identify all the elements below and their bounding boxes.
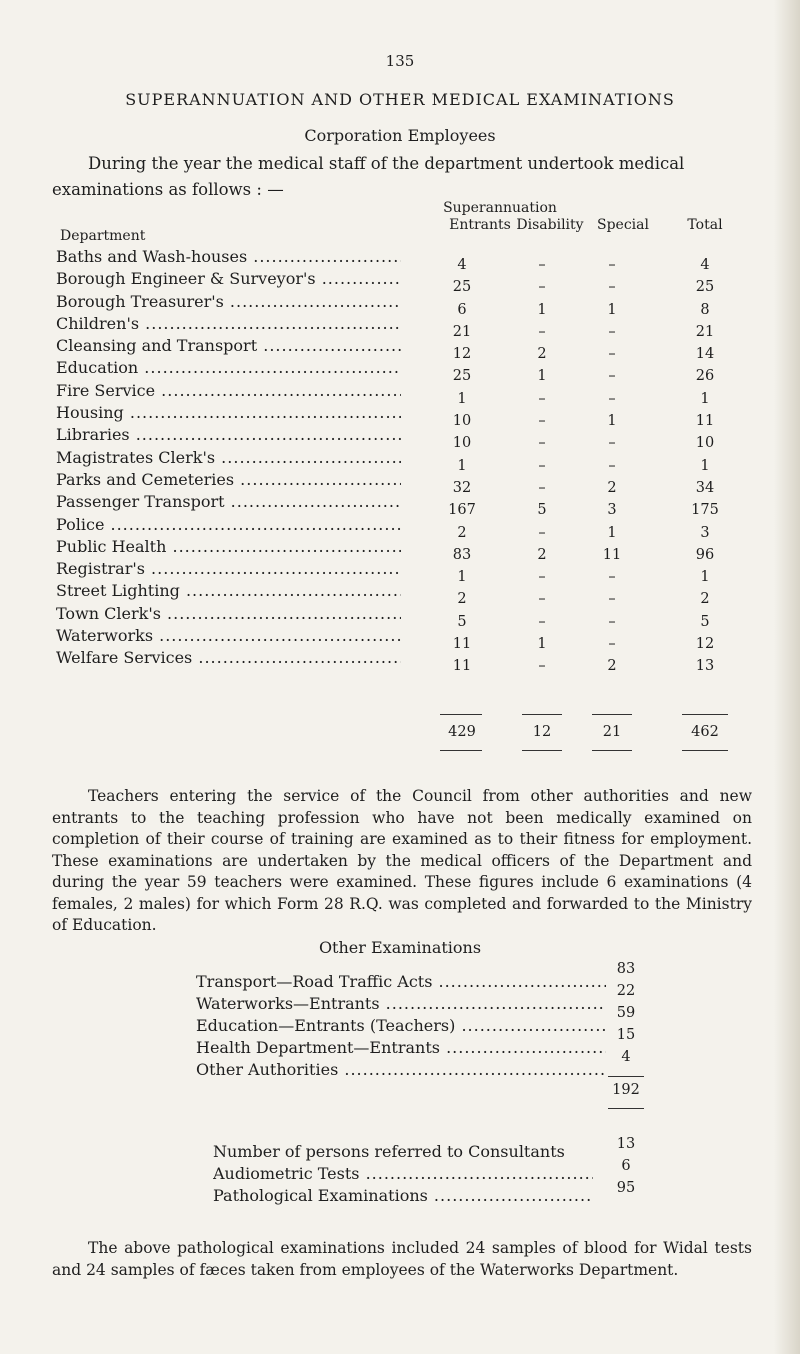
total-underline-total	[682, 750, 728, 751]
total-value: 14	[695, 346, 715, 363]
table-row	[0, 469, 800, 496]
other-exam-label: Transport—Road Traffic Acts .....	[196, 972, 606, 991]
department-name: Education .....	[56, 358, 401, 377]
list-item	[196, 1060, 596, 1082]
other-total-underline	[608, 1108, 644, 1109]
other-total-rule	[608, 1076, 644, 1077]
special-value: 1	[607, 524, 617, 541]
special-value: 11	[602, 546, 622, 563]
disability-value: 2	[537, 546, 547, 563]
disability-value: –	[538, 457, 546, 474]
total-value: 2	[700, 591, 710, 608]
table-row	[0, 291, 800, 318]
special-value: 2	[607, 658, 617, 675]
referral-value: 6	[621, 1158, 631, 1174]
special-value: –	[608, 390, 616, 407]
table-row	[0, 492, 800, 519]
other-examinations-title: Other Examinations	[318, 938, 482, 957]
superannuation-group-header: Superannuation	[443, 200, 557, 216]
total-rule-entrants	[440, 714, 482, 715]
table-row	[0, 313, 800, 340]
other-exam-label: Education—Entrants (Teachers) .....	[196, 1016, 606, 1035]
department-name: Libraries .....	[56, 425, 401, 444]
table-row	[0, 425, 800, 452]
disability-value: –	[538, 390, 546, 407]
teachers-paragraph-text: Teachers entering the service of the Council from other authorities and new entrants to the teaching profession who have not been medically examined on completion of their course of training are examined as to their fitness for employment. These examinations are undertaken by the medical officers of the Department and during the year 59 teachers were examined. These figures include 6 examinations (4 females, 2 males) for which Form 28 R.Q. was completed and forwarded to the Ministry of Education.	[52, 787, 752, 934]
referral-label: Pathological Examinations .....	[213, 1186, 593, 1205]
table-row	[0, 447, 800, 474]
referral-label: Number of persons referred to Consultants	[213, 1142, 565, 1161]
total-disability: 12	[532, 724, 552, 740]
special-value: 1	[607, 301, 617, 318]
total-underline-disability	[522, 750, 562, 751]
total-value: 175	[691, 502, 719, 519]
disability-value: 1	[537, 368, 547, 385]
special-value: 3	[607, 502, 617, 519]
special-value: –	[608, 613, 616, 630]
disability-value: –	[538, 658, 546, 675]
other-exam-label: Other Authorities .....	[196, 1060, 606, 1079]
entrants-value: 25	[452, 279, 472, 296]
header-entrants: Entrants	[449, 217, 511, 233]
page-edge-shadow	[774, 0, 800, 1354]
referral-label: Audiometric Tests .....	[213, 1164, 593, 1183]
list-item	[196, 1016, 596, 1038]
entrants-value: 10	[452, 413, 472, 430]
other-exam-value: 15	[616, 1027, 636, 1043]
department-name: Magistrates Clerk's .....	[56, 448, 401, 467]
special-value: –	[608, 435, 616, 452]
entrants-value: 10	[452, 435, 472, 452]
disability-value: –	[538, 524, 546, 541]
entrants-value: 2	[457, 524, 467, 541]
total-value: 10	[695, 435, 715, 452]
special-value: –	[608, 457, 616, 474]
table-row	[0, 648, 800, 675]
total-value: 21	[695, 323, 715, 340]
total-rule-disability	[522, 714, 562, 715]
disability-value: 1	[537, 301, 547, 318]
total-underline-entrants	[440, 750, 482, 751]
other-exam-value: 59	[616, 1005, 636, 1021]
list-item	[196, 1038, 596, 1060]
department-name: Housing .....	[56, 403, 401, 422]
special-value: –	[608, 636, 616, 653]
total-value: 13	[695, 658, 715, 675]
intro-line-2: examinations as follows : —	[52, 180, 284, 199]
referral-value: 13	[616, 1136, 636, 1152]
table-row	[0, 403, 800, 430]
total-value: 3	[700, 524, 710, 541]
department-name: Children's .....	[56, 314, 401, 333]
table-row	[0, 626, 800, 653]
total-value: 26	[695, 368, 715, 385]
department-name: Registrar's .....	[56, 559, 401, 578]
table-row	[0, 380, 800, 407]
total-value: 1	[700, 457, 710, 474]
entrants-value: 167	[448, 502, 476, 519]
disability-value: 5	[537, 502, 547, 519]
entrants-value: 25	[452, 368, 472, 385]
other-exam-value: 22	[616, 983, 636, 999]
special-value: –	[608, 257, 616, 273]
department-name: Borough Engineer & Surveyor's .....	[56, 269, 401, 288]
special-value: –	[608, 323, 616, 340]
total-total: 462	[691, 724, 719, 740]
special-value: 2	[607, 479, 617, 496]
table-row	[0, 581, 800, 608]
department-name: Welfare Services .....	[56, 648, 401, 667]
total-value: 1	[700, 390, 710, 407]
header-disability: Disability	[516, 217, 584, 233]
closing-paragraph-text: The above pathological examinations included 24 samples of blood for Widal tests and 24 samples of fæces taken from employees of the Waterworks Department.	[52, 1239, 752, 1279]
disability-value: –	[538, 435, 546, 452]
page-title: SUPERANNUATION AND OTHER MEDICAL EXAMINATIONS	[125, 90, 675, 109]
special-value: –	[608, 346, 616, 363]
total-rule-special	[592, 714, 632, 715]
total-value: 8	[700, 301, 710, 318]
department-name: Baths and Wash-houses .....	[56, 247, 401, 266]
page-number: 135	[385, 52, 415, 70]
entrants-value: 12	[452, 346, 472, 363]
department-name: Passenger Transport .....	[56, 492, 401, 511]
entrants-value: 1	[457, 390, 467, 407]
table-row	[0, 269, 800, 296]
header-special: Special	[597, 217, 649, 233]
disability-value: –	[538, 613, 546, 630]
total-underline-special	[592, 750, 632, 751]
entrants-value: 83	[452, 546, 472, 563]
entrants-value: 2	[457, 591, 467, 608]
disability-value: –	[538, 413, 546, 430]
table-row	[0, 536, 800, 563]
entrants-value: 1	[457, 457, 467, 474]
entrants-value: 11	[452, 658, 472, 675]
disability-value: –	[538, 569, 546, 586]
disability-value: –	[538, 323, 546, 340]
special-value: 1	[607, 413, 617, 430]
entrants-value: 4	[457, 257, 467, 273]
department-name: Street Lighting .....	[56, 581, 401, 600]
other-exam-value: 4	[621, 1049, 631, 1065]
table-row	[0, 559, 800, 586]
total-value: 11	[695, 413, 715, 430]
table-row	[0, 603, 800, 630]
total-rule-total	[682, 714, 728, 715]
entrants-value: 11	[452, 636, 472, 653]
header-total: Total	[687, 217, 723, 233]
entrants-value: 32	[452, 479, 472, 496]
entrants-value: 6	[457, 301, 467, 318]
total-value: 34	[695, 479, 715, 496]
table-row	[0, 514, 800, 541]
department-name: Parks and Cemeteries .....	[56, 470, 401, 489]
disability-value: –	[538, 479, 546, 496]
total-value: 96	[695, 546, 715, 563]
special-value: –	[608, 279, 616, 296]
header-department: Department	[60, 228, 146, 244]
department-name: Public Health .....	[56, 537, 401, 556]
other-exam-value: 83	[616, 961, 636, 977]
disability-value: –	[538, 279, 546, 296]
department-name: Cleansing and Transport .....	[56, 336, 401, 355]
department-name: Police .....	[56, 515, 401, 534]
total-value: 25	[695, 279, 715, 296]
table-row	[0, 358, 800, 385]
departments-table	[0, 247, 800, 675]
entrants-value: 1	[457, 569, 467, 586]
special-value: –	[608, 569, 616, 586]
closing-paragraph	[52, 1238, 752, 1281]
list-item	[196, 994, 596, 1016]
special-value: –	[608, 368, 616, 385]
department-name: Borough Treasurer's .....	[56, 292, 401, 311]
table-row	[0, 336, 800, 363]
other-exam-label: Health Department—Entrants .....	[196, 1038, 606, 1057]
page-subtitle: Corporation Employees	[304, 126, 496, 145]
department-name: Fire Service .....	[56, 381, 401, 400]
department-name: Town Clerk's .....	[56, 604, 401, 623]
total-special: 21	[602, 724, 622, 740]
disability-value: –	[538, 257, 546, 273]
other-total: 192	[612, 1082, 640, 1098]
department-name: Waterworks .....	[56, 626, 401, 645]
intro-line-1: During the year the medical staff of the department undertook medical	[88, 154, 685, 173]
disability-value: 1	[537, 636, 547, 653]
other-exam-label: Waterworks—Entrants .....	[196, 994, 606, 1013]
referral-value: 95	[616, 1180, 636, 1196]
teachers-paragraph	[52, 786, 752, 937]
disability-value: –	[538, 591, 546, 608]
entrants-value: 21	[452, 323, 472, 340]
total-value: 4	[700, 257, 710, 273]
total-value: 5	[700, 613, 710, 630]
total-value: 1	[700, 569, 710, 586]
total-value: 12	[695, 636, 715, 653]
disability-value: 2	[537, 346, 547, 363]
entrants-value: 5	[457, 613, 467, 630]
list-item	[196, 972, 596, 994]
table-row	[0, 247, 800, 273]
special-value: –	[608, 591, 616, 608]
total-entrants: 429	[448, 724, 476, 740]
